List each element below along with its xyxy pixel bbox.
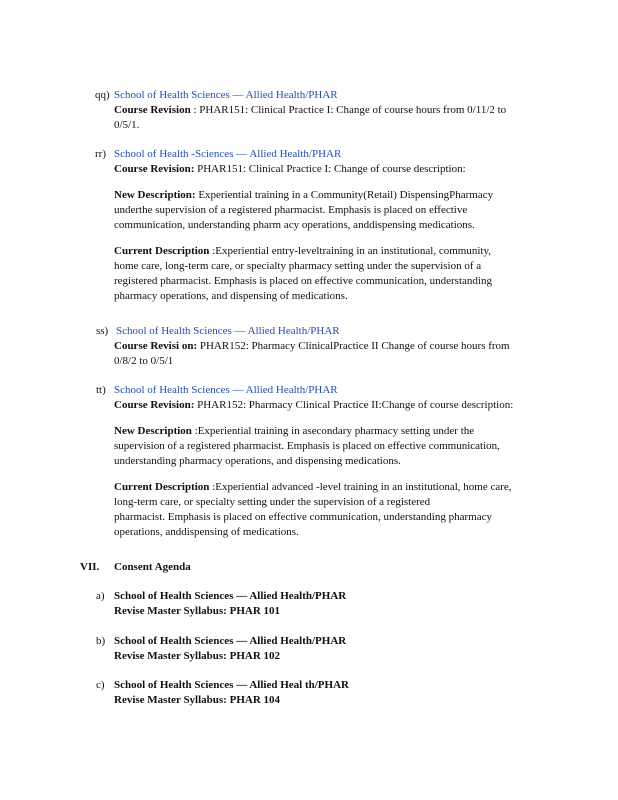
new-description-text: understanding pharmacy operations, and dispensing medications.: [114, 455, 401, 467]
agenda-text: Revise Master Syllabus: PHAR 102: [114, 650, 281, 662]
current-description-text: operations, anddispensing of medications.: [114, 526, 299, 538]
new-description: [114, 188, 544, 233]
current-description-text: registered pharmacist. Emphasis is placed on effective communication, understanding: [114, 275, 492, 287]
current-description-label: Current Description: [114, 481, 210, 493]
item-body: [114, 678, 544, 708]
item-label: a): [96, 590, 105, 602]
current-description: [114, 244, 544, 304]
section-title: Consent Agenda: [114, 561, 191, 573]
current-description-text: :Experiential advanced -level training in an institutional, home care,: [209, 481, 512, 493]
item-body: [114, 88, 544, 133]
new-description-label: New Description:: [114, 189, 196, 201]
section-number: VII.: [80, 561, 100, 573]
revision-label: Course Revision:: [114, 399, 195, 411]
item-body-revision: [114, 339, 544, 369]
revision-text: : PHAR151: Clinical Practice I: Change of course hours from 0/11/2 to: [190, 104, 507, 116]
item-body: [114, 147, 544, 304]
revision-text: PHAR152: Pharmacy ClinicalPractice II Change of course hours from: [197, 340, 510, 352]
new-description-text: underthe supervision of a registered pharmacist. Emphasis is placed on effective: [114, 204, 468, 216]
item-label: tt): [96, 384, 106, 396]
revision-text-continued: 0/5/1.: [114, 119, 140, 131]
department-heading: School of Health Sciences — Allied Health/PHAR: [116, 325, 340, 337]
department-heading: School of Health Sciences — Allied Health/PHAR: [114, 89, 338, 101]
current-description-text: pharmacist. Emphasis is placed on effective communication, understanding pharmacy: [114, 511, 492, 523]
current-description-text: pharmacy operations, and dispensing of medications.: [114, 290, 348, 302]
new-description-text: supervision of a registered pharmacist. Emphasis is placed on effective communication,: [114, 440, 500, 452]
agenda-text: Revise Master Syllabus: PHAR 101: [114, 605, 281, 617]
current-description-text: :Experiential entry-leveltraining in an institutional, community,: [209, 245, 491, 257]
current-description-text: home care, long-term care, or specialty pharmacy setting under the supervision of a: [114, 260, 482, 272]
item-body: [114, 383, 544, 540]
new-description: [114, 424, 544, 469]
department-heading: School of Health Sciences — Allied Heal th/PHAR: [114, 679, 349, 691]
current-description-label: Current Description: [114, 245, 210, 257]
revision-label: Course Revision:: [114, 163, 195, 175]
item-body: [116, 324, 546, 339]
current-description-text: long-term care, or specialty setting under the supervision of a registered: [114, 496, 431, 508]
current-description: [114, 480, 544, 540]
revision-text-continued: 0/8/2 to 0/5/1: [114, 355, 174, 367]
item-label: rr): [95, 148, 106, 160]
item-label: c): [96, 679, 105, 691]
revision-label: Course Revisi on:: [114, 340, 198, 352]
new-description-label: New Description: [114, 425, 192, 437]
new-description-text: :Experiential training in asecondary pharmacy setting under the: [191, 425, 475, 437]
revision-label: Course Revision: [114, 104, 191, 116]
department-heading: School of Health -Sciences — Allied Health/PHAR: [114, 148, 342, 160]
item-body: [114, 589, 544, 619]
item-body: [114, 634, 544, 664]
department-heading: School of Health Sciences — Allied Health/PHAR: [114, 384, 338, 396]
agenda-text: Revise Master Syllabus: PHAR 104: [114, 694, 281, 706]
course-revision: [114, 339, 544, 354]
department-heading: School of Health Sciences — Allied Health/PHAR: [114, 590, 347, 602]
item-label: qq): [95, 89, 110, 101]
course-revision: [114, 103, 544, 118]
course-revision: [114, 162, 544, 177]
revision-text: PHAR151: Clinical Practice I: Change of course description:: [194, 163, 466, 175]
new-description-text: Experiential training in a Community(Retail) DispensingPharmacy: [195, 189, 494, 201]
item-label: b): [96, 635, 106, 647]
new-description-text: communication, understanding pharm acy operations, anddispensing medications.: [114, 219, 475, 231]
revision-text: PHAR152: Pharmacy Clinical Practice II:Change of course description:: [194, 399, 514, 411]
course-revision: [114, 398, 544, 413]
department-heading: School of Health Sciences — Allied Health/PHAR: [114, 635, 347, 647]
item-label: ss): [96, 325, 109, 337]
